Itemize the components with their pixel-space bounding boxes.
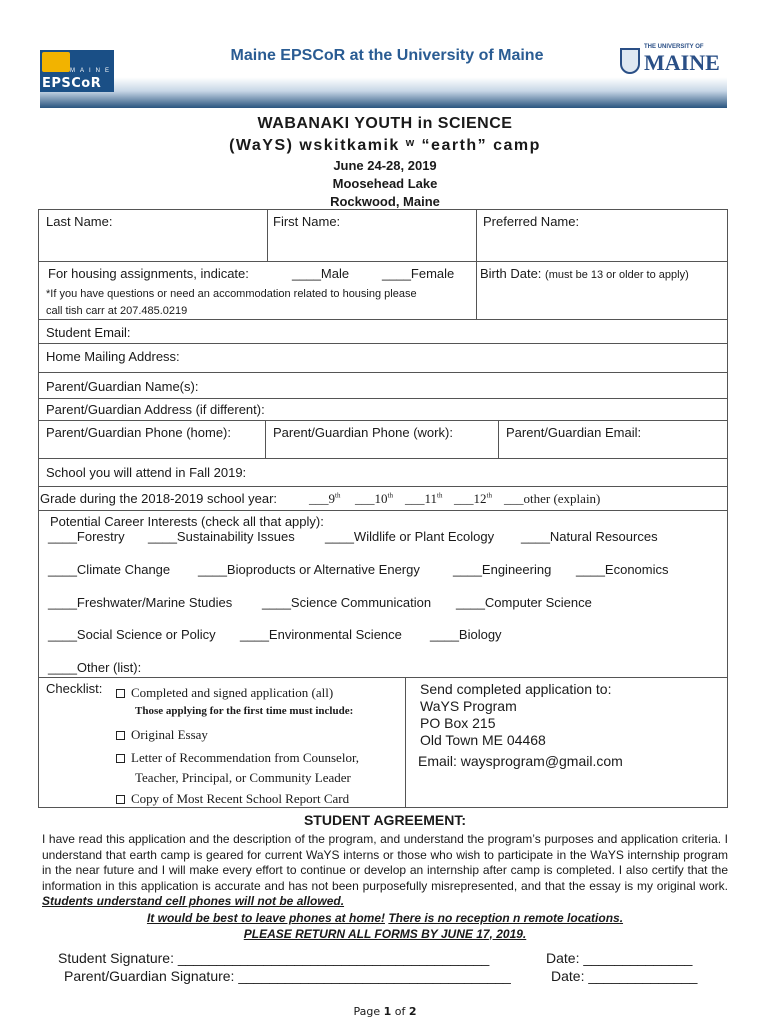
career-computer-science[interactable]: ____Computer Science xyxy=(456,595,592,610)
first-name-label: First Name: xyxy=(273,214,341,229)
birth-date-field[interactable] xyxy=(480,266,689,281)
career-wildlife[interactable]: ____Wildlife or Plant Ecology xyxy=(325,529,495,544)
career-economics[interactable]: ____Economics xyxy=(576,562,669,577)
epscor-logo-word: EPSCoR xyxy=(42,76,102,91)
career-environmental-science[interactable]: ____Environmental Science xyxy=(240,627,402,642)
camp-dates: June 24-28, 2019 xyxy=(333,158,437,173)
page-number: Page 1 of 2 xyxy=(353,1005,417,1018)
divider xyxy=(38,677,728,678)
header-title: Maine EPSCoR at the University of Maine xyxy=(230,47,544,64)
send-to-line3: Old Town ME 04468 xyxy=(420,732,546,748)
parent-signature-line[interactable]: Parent/Guardian Signature: ___________________________________ xyxy=(64,968,511,984)
checklist-item-recommendation[interactable]: Letter of Recommendation from Counselor, xyxy=(116,750,359,766)
home-address-label: Home Mailing Address: xyxy=(46,349,180,364)
divider xyxy=(498,420,499,458)
career-social-science[interactable]: ____Social Science or Policy xyxy=(48,627,216,642)
guardian-phone-home-label: Parent/Guardian Phone (home): xyxy=(46,425,231,440)
epscor-logo xyxy=(40,50,114,92)
umaine-logo xyxy=(618,42,726,80)
agreement-body: I have read this application and the description of the program, and understand the program’s purposes and application criteria. I understand that earth camp is geared for current WaYS interns or those who wish to participate in the WaYS internship program in the near future and I will make every effort to continue or develop an internship after camp is completed. I also certify that the information in this application is accurate and has not been purposefully misrepresented, and that the essay is my original work. Students understand cell phones will not be allowed. xyxy=(42,832,728,908)
birth-date-note: (must be 13 or older to apply) xyxy=(545,269,689,281)
camp-town: Rockwood, Maine xyxy=(330,194,440,209)
parent-date-line[interactable]: Date: ______________ xyxy=(551,968,698,984)
agreement-heading: STUDENT AGREEMENT: xyxy=(303,812,467,828)
checklist-label: Checklist: xyxy=(46,681,103,696)
career-other[interactable]: ____Other (list): xyxy=(48,660,142,675)
epscor-logo-small-text: MAINE xyxy=(70,68,115,74)
checklist-item-application[interactable]: Completed and signed application (all) xyxy=(116,685,333,701)
return-deadline: PLEASE RETURN ALL FORMS BY JUNE 17, 2019. xyxy=(243,926,527,941)
career-freshwater[interactable]: ____Freshwater/Marine Studies xyxy=(48,595,233,610)
seal-icon xyxy=(620,48,640,74)
preferred-name-label: Preferred Name: xyxy=(483,214,580,229)
divider xyxy=(38,372,728,373)
checkbox-icon xyxy=(116,795,125,804)
sun-icon xyxy=(42,52,70,72)
career-biology[interactable]: ____Biology xyxy=(430,627,502,642)
form-border-top xyxy=(38,209,728,210)
camp-title: (WaYS) wskitkamik ʷ “earth” camp xyxy=(229,137,541,154)
checkbox-icon xyxy=(116,689,125,698)
birth-date-label: Birth Date: xyxy=(480,266,542,281)
checkbox-icon xyxy=(116,731,125,740)
male-option[interactable]: ____Male xyxy=(292,266,350,281)
career-bioproducts[interactable]: ____Bioproducts or Alternative Energy xyxy=(198,562,420,577)
career-sustainability[interactable]: ____Sustainability Issues xyxy=(148,529,295,544)
last-name-label: Last Name: xyxy=(46,214,113,229)
send-to-label: Send completed application to: xyxy=(420,681,612,697)
divider xyxy=(476,209,477,319)
divider xyxy=(405,677,406,807)
career-engineering[interactable]: ____Engineering xyxy=(453,562,552,577)
school-label: School you will attend in Fall 2019: xyxy=(46,465,247,480)
career-interests-label: Potential Career Interests (check all that apply): xyxy=(50,514,324,529)
checkbox-icon xyxy=(116,754,125,763)
send-to-line2: PO Box 215 xyxy=(420,715,496,731)
divider xyxy=(38,343,728,344)
phones-notice: Students understand cell phones will not be allowed. xyxy=(42,894,345,908)
student-signature-line[interactable]: Student Signature: ________________________________________ xyxy=(58,950,490,966)
career-science-communication[interactable]: ____Science Communication xyxy=(262,595,432,610)
checklist-item-report-card[interactable]: Copy of Most Recent School Report Card xyxy=(116,791,349,807)
form-border-right xyxy=(727,209,728,807)
form-border-left xyxy=(38,209,39,807)
student-date-line[interactable]: Date: ______________ xyxy=(546,950,693,966)
umaine-logo-small-text: THE UNIVERSITY OF xyxy=(644,44,704,50)
checklist-item-essay[interactable]: Original Essay xyxy=(116,727,208,743)
guardian-phone-work-label: Parent/Guardian Phone (work): xyxy=(273,425,453,440)
divider xyxy=(38,420,728,421)
form-border-bottom xyxy=(38,807,728,808)
guardian-address-label: Parent/Guardian Address (if different): xyxy=(46,402,265,417)
reception-notice: There is no reception n remote locations. xyxy=(388,911,624,925)
grade-11-option[interactable]: ___11th xyxy=(405,491,443,506)
divider xyxy=(265,420,266,458)
send-to-line1: WaYS Program xyxy=(420,698,517,714)
grade-other-option[interactable]: ___other (explain) xyxy=(504,491,601,506)
divider xyxy=(38,486,728,487)
program-title: WABANAKI YOUTH in SCIENCE xyxy=(257,115,513,132)
umaine-logo-word: MAINE xyxy=(644,50,720,75)
divider xyxy=(38,398,728,399)
camp-place: Moosehead Lake xyxy=(332,176,438,191)
guardian-email-label: Parent/Guardian Email: xyxy=(506,425,642,440)
career-climate[interactable]: ____Climate Change xyxy=(48,562,171,577)
divider xyxy=(267,209,268,261)
female-option[interactable]: ____Female xyxy=(382,266,455,281)
housing-label: For housing assignments, indicate: xyxy=(48,266,249,281)
leave-phones-notice: It would be best to leave phones at home! xyxy=(146,911,385,925)
divider xyxy=(38,458,728,459)
agreement-tail xyxy=(42,911,728,942)
housing-note-line2: call tish carr at 207.485.0219 xyxy=(46,305,188,317)
divider xyxy=(38,510,728,511)
career-forestry[interactable]: ____Forestry xyxy=(48,529,125,544)
grade-10-option[interactable]: ___10th xyxy=(355,491,393,506)
housing-note-line1: *If you have questions or need an accommodation related to housing please xyxy=(46,288,417,300)
checklist-item-recommendation-line2: Teacher, Principal, or Community Leader xyxy=(135,770,351,785)
divider xyxy=(38,319,728,320)
grade-12-option[interactable]: ___12th xyxy=(454,491,492,506)
first-time-note: Those applying for the first time must include: xyxy=(135,705,354,717)
guardian-names-label: Parent/Guardian Name(s): xyxy=(46,379,199,394)
grade-9-option[interactable]: ___9th xyxy=(309,491,341,506)
student-email-label: Student Email: xyxy=(46,325,131,340)
grade-label: Grade during the 2018-2019 school year: xyxy=(40,491,278,506)
divider xyxy=(38,261,728,262)
send-to-email[interactable]: Email: waysprogram@gmail.com xyxy=(418,753,623,769)
career-natural-resources[interactable]: ____Natural Resources xyxy=(521,529,658,544)
